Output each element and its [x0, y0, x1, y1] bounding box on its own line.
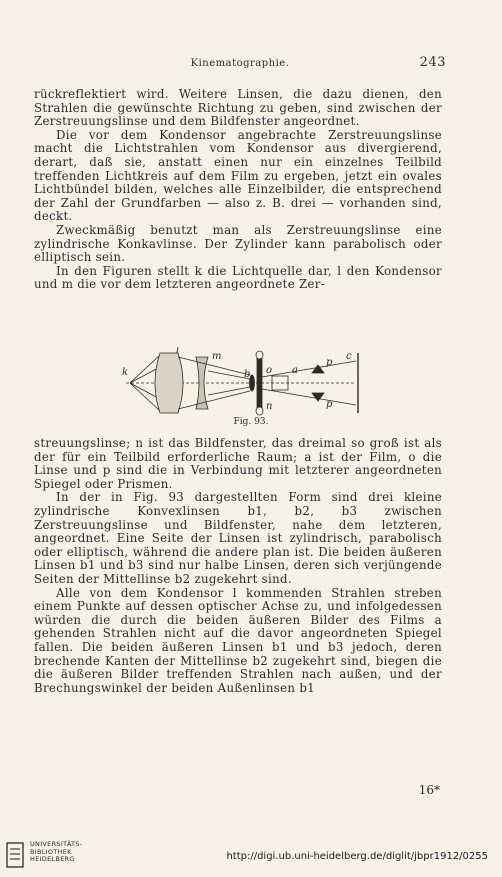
label-m: m [212, 351, 222, 362]
paragraph: rückreflektiert wird. Weitere Linsen, die dazu dienen, den Strahlen die gewünschte Richtung zu geben, sind zwischen der Zerstreuungslinse und dem Bildfenster angeordnet. [34, 87, 442, 129]
paragraph: Zweckmäßig benutzt man als Zerstreuungslinse eine zylindrische Konkavlinse. Der Zylinder kann parabolisch oder elliptisch sein. [34, 222, 442, 265]
label-n: n [266, 401, 273, 412]
image-window [257, 355, 262, 411]
paragraph: Alle von dem Kondensor l kommenden Strahlen streben einem Punkte auf dessen optischer Achse zu, und infolgedessen würden die durch die beiden äußeren Bilder des Films a gehenden Strahlen nicht auf die davor angeordneten Spiegel fallen. Die beiden äußeren Linsen b1 und b3 jedoch, deren brechende Kanten der Mittellinse b2 zugekehrt sind, biegen die die äußeren Bilder treffenden Strahlen nach außen, und der Brechungswinkel der beiden Außenlinsen b1 [34, 585, 442, 695]
ray [208, 387, 250, 395]
ray [262, 389, 356, 405]
label-l: l [176, 347, 180, 356]
paragraph: In der in Fig. 93 dargestellten Form sind drei kleine zylindrische Konvexlinsen b1, b2, b3 zwischen Zerstreuungslinse und Bildfenster, nahe dem letzteren, angeordnet. Eine Seite der Linsen ist zylindrisch, parabolisch oder elliptisch, während die andere plan ist. Die beiden äußeren Linsen b1 und b3 sind nur halbe Linsen, deren sich verjüngende Seiten der Mittellinse b2 zugekehrt sind. [34, 490, 442, 586]
optical-diagram-figure [120, 347, 380, 419]
paragraph: Die vor dem Kondensor angebrachte Zerstreuungslinse macht die Lichtstrahlen vom Kondensor aus divergierend, derart, daß sie, anstatt einen nur ein einzelnes Teilbild treffenden Lichtkreis auf dem Film zu ergeben, jetzt ein ovales Lichtbündel bilden, welches alle Einzelbilder, die entsprechend der Zahl der Grundfarben — also z. B. drei — vorhanden sind, deckt. [34, 127, 442, 224]
condenser-lens [155, 353, 183, 413]
library-logo-text: UNIVERSITÄTS- BIBLIOTHEK HEIDELBERG [30, 840, 83, 863]
figure-caption: Fig. 93. [233, 417, 269, 427]
digitization-footer [0, 829, 502, 877]
signature-mark: 16* [418, 783, 440, 797]
paragraph: In den Figuren stellt k die Lichtquelle dar, l den Kondensor und m die vor dem letzteren angeordnete Zer- [34, 263, 442, 292]
label-p-top: p [326, 357, 333, 368]
ray [262, 361, 356, 377]
library-logo [6, 841, 98, 873]
label-o: o [266, 365, 273, 376]
text-block-top [34, 88, 442, 292]
running-title: Kinematographie. [190, 58, 290, 69]
label-c: c [346, 351, 352, 362]
window-end [256, 407, 263, 415]
prism-top [312, 365, 324, 373]
paragraph: streuungslinse; n ist das Bildfenster, das dreimal so groß ist als der für ein Teilbild erforderliche Raum; a ist der Film, o die Linse und p sind die in Verbindung mit letzterer angeordneten Spiegel oder Prismen. [34, 436, 442, 491]
projection-lens-box [272, 376, 288, 390]
digital-collection-link[interactable]: http://digi.ub.uni-heidelberg.de/diglit/jbpr1912/0255 [226, 851, 488, 862]
library-seal-icon [6, 841, 26, 871]
prism-bottom [312, 393, 324, 401]
label-b: b [244, 369, 251, 380]
window-end [256, 351, 263, 359]
label-a: a [292, 365, 298, 376]
page-number: 243 [419, 55, 446, 70]
label-p-bottom: p [326, 399, 333, 410]
label-k: k [122, 367, 129, 378]
text-block-bottom [34, 437, 442, 695]
